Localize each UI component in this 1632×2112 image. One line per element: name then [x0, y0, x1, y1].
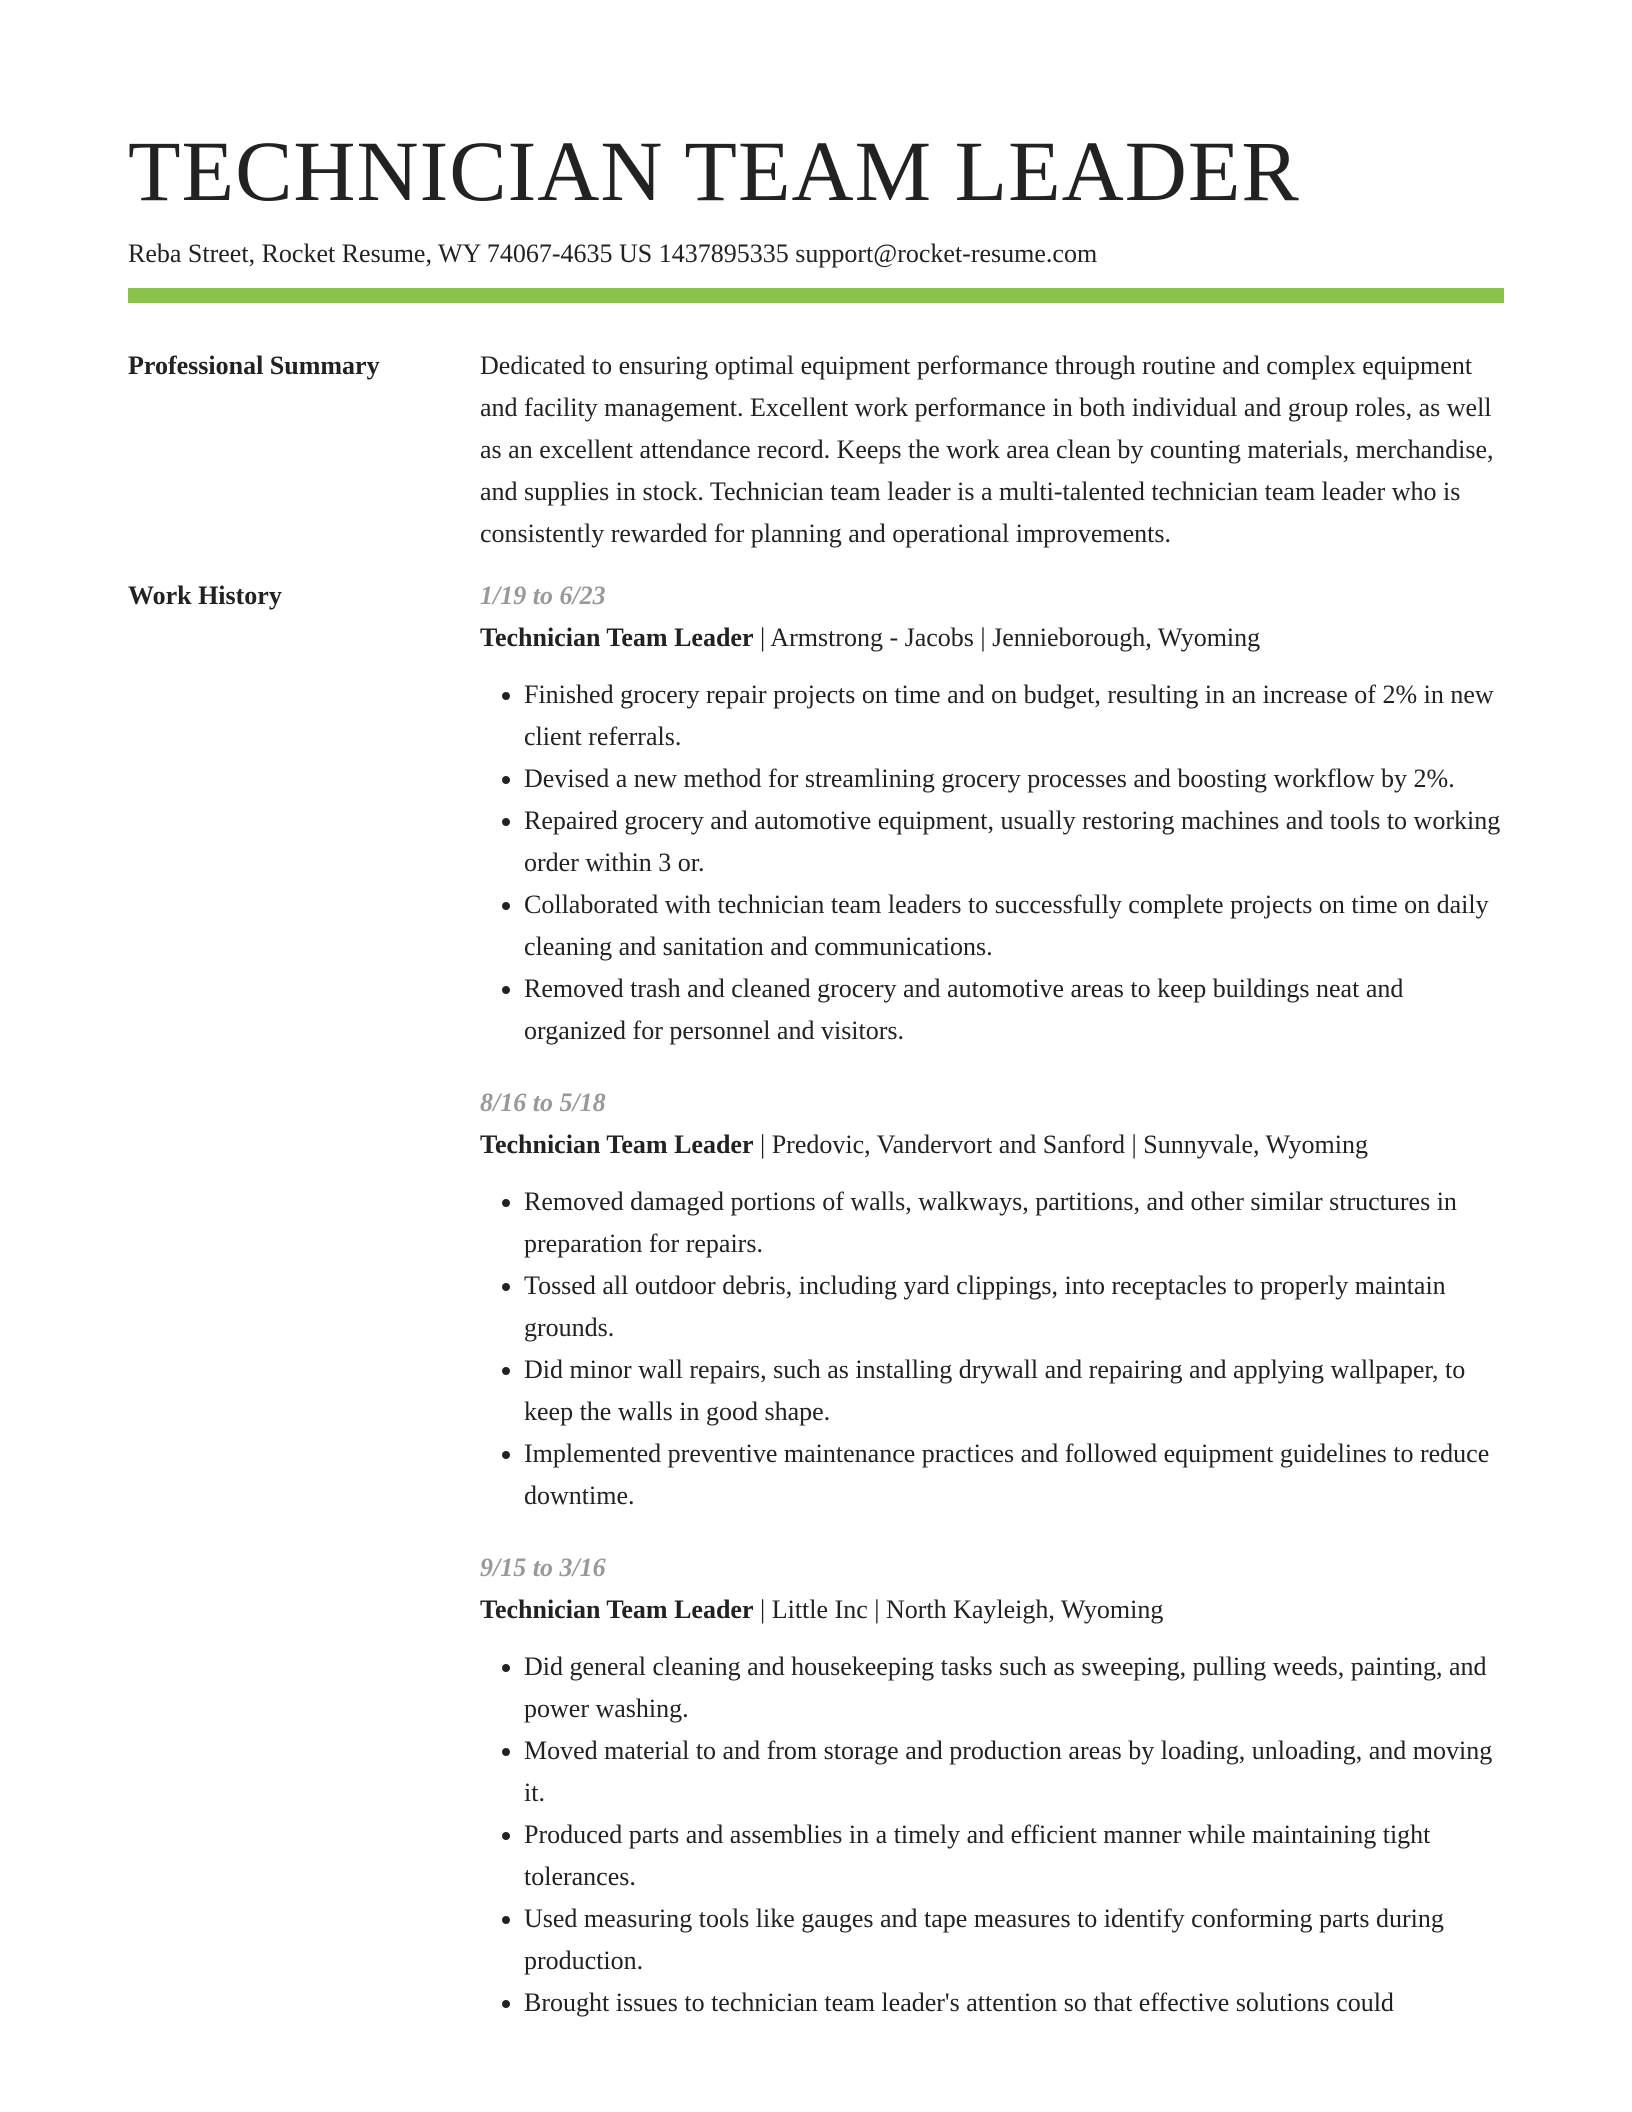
- job-title: Technician Team Leader: [480, 1130, 754, 1159]
- job-entry: [480, 1547, 1504, 2024]
- summary-heading: Professional Summary: [128, 351, 380, 380]
- job-bullet: • Produced parts and assemblies in a timely and efficient manner while maintaining tight tolerances.: [524, 1814, 1504, 1898]
- job-bullet: • Removed trash and cleaned grocery and automotive areas to keep buildings neat and organized for personnel and visitors.: [524, 968, 1504, 1052]
- job-bullet: • Tossed all outdoor debris, including yard clippings, into receptacles to properly maintain grounds.: [524, 1265, 1504, 1349]
- job-heading: [480, 1124, 1504, 1166]
- summary-section: [128, 351, 1504, 555]
- job-bullet: • Used measuring tools like gauges and tape measures to identify conforming parts during production.: [524, 1898, 1504, 1982]
- job-bullet: • Collaborated with technician team leaders to successfully complete projects on time on daily cleaning and sanitation and communications.: [524, 884, 1504, 968]
- job-employer-location: | Little Inc | North Kayleigh, Wyoming: [753, 1595, 1164, 1624]
- job-heading: [480, 617, 1504, 659]
- contact-phone: 1437895335: [658, 239, 789, 268]
- summary-text: Dedicated to ensuring optimal equipment performance through routine and complex equipment and facility management. Excellent work performance in both individual and group roles, as well as an excellent attendance record. Keeps the work area clean by counting materials, merchandise, and supplies in stock. Technician team leader is a multi-talented technician team leader who is consistently rewarded for planning and operational improvements.: [480, 351, 1494, 548]
- job-dates: 9/15 to 3/16: [480, 1553, 606, 1582]
- contact-address: Reba Street, Rocket Resume, WY 74067-4635 US: [128, 239, 653, 268]
- job-bullet-list: [480, 674, 1504, 1052]
- job-bullet-list: [480, 1646, 1504, 2024]
- job-dates: 1/19 to 6/23: [480, 581, 606, 610]
- header-divider: [128, 288, 1504, 303]
- job-employer-location: | Predovic, Vandervort and Sanford | Sunnyvale, Wyoming: [753, 1130, 1368, 1159]
- work-history-body: [480, 581, 1504, 2060]
- summary-body: [480, 351, 1504, 555]
- job-bullet-list: [480, 1181, 1504, 1517]
- job-employer-location: | Armstrong - Jacobs | Jennieborough, Wyoming: [753, 623, 1261, 652]
- resume-page: [128, 118, 1504, 2060]
- job-dates: 8/16 to 5/18: [480, 1088, 606, 1117]
- job-title: Technician Team Leader: [480, 623, 754, 652]
- job-bullet: • Finished grocery repair projects on time and on budget, resulting in an increase of 2% in new client referrals.: [524, 674, 1504, 758]
- candidate-name: TECHNICIAN TEAM LEADER: [128, 123, 1300, 219]
- job-entry: [480, 1082, 1504, 1517]
- job-entry: [480, 575, 1504, 1052]
- job-bullet: • Repaired grocery and automotive equipment, usually restoring machines and tools to working order within 3 or.: [524, 800, 1504, 884]
- job-bullet: • Did general cleaning and housekeeping tasks such as sweeping, pulling weeds, painting, and power washing.: [524, 1646, 1504, 1730]
- work-history-section: [128, 581, 1504, 2060]
- work-history-heading: Work History: [128, 581, 282, 610]
- contact-email: support@rocket-resume.com: [795, 239, 1098, 268]
- job-bullet: • Devised a new method for streamlining grocery processes and boosting workflow by 2%.: [524, 758, 1504, 800]
- job-title: Technician Team Leader: [480, 1595, 754, 1624]
- job-bullet: • Did minor wall repairs, such as installing drywall and repairing and applying wallpaper, to keep the walls in good shape.: [524, 1349, 1504, 1433]
- job-bullet: • Moved material to and from storage and production areas by loading, unloading, and moving it.: [524, 1730, 1504, 1814]
- job-bullet: • Brought issues to technician team leader's attention so that effective solutions could: [524, 1982, 1504, 2024]
- job-heading: [480, 1589, 1504, 1631]
- contact-info: [128, 236, 1504, 272]
- job-bullet: • Removed damaged portions of walls, walkways, partitions, and other similar structures in preparation for repairs.: [524, 1181, 1504, 1265]
- job-bullet: • Implemented preventive maintenance practices and followed equipment guidelines to reduce downtime.: [524, 1433, 1504, 1517]
